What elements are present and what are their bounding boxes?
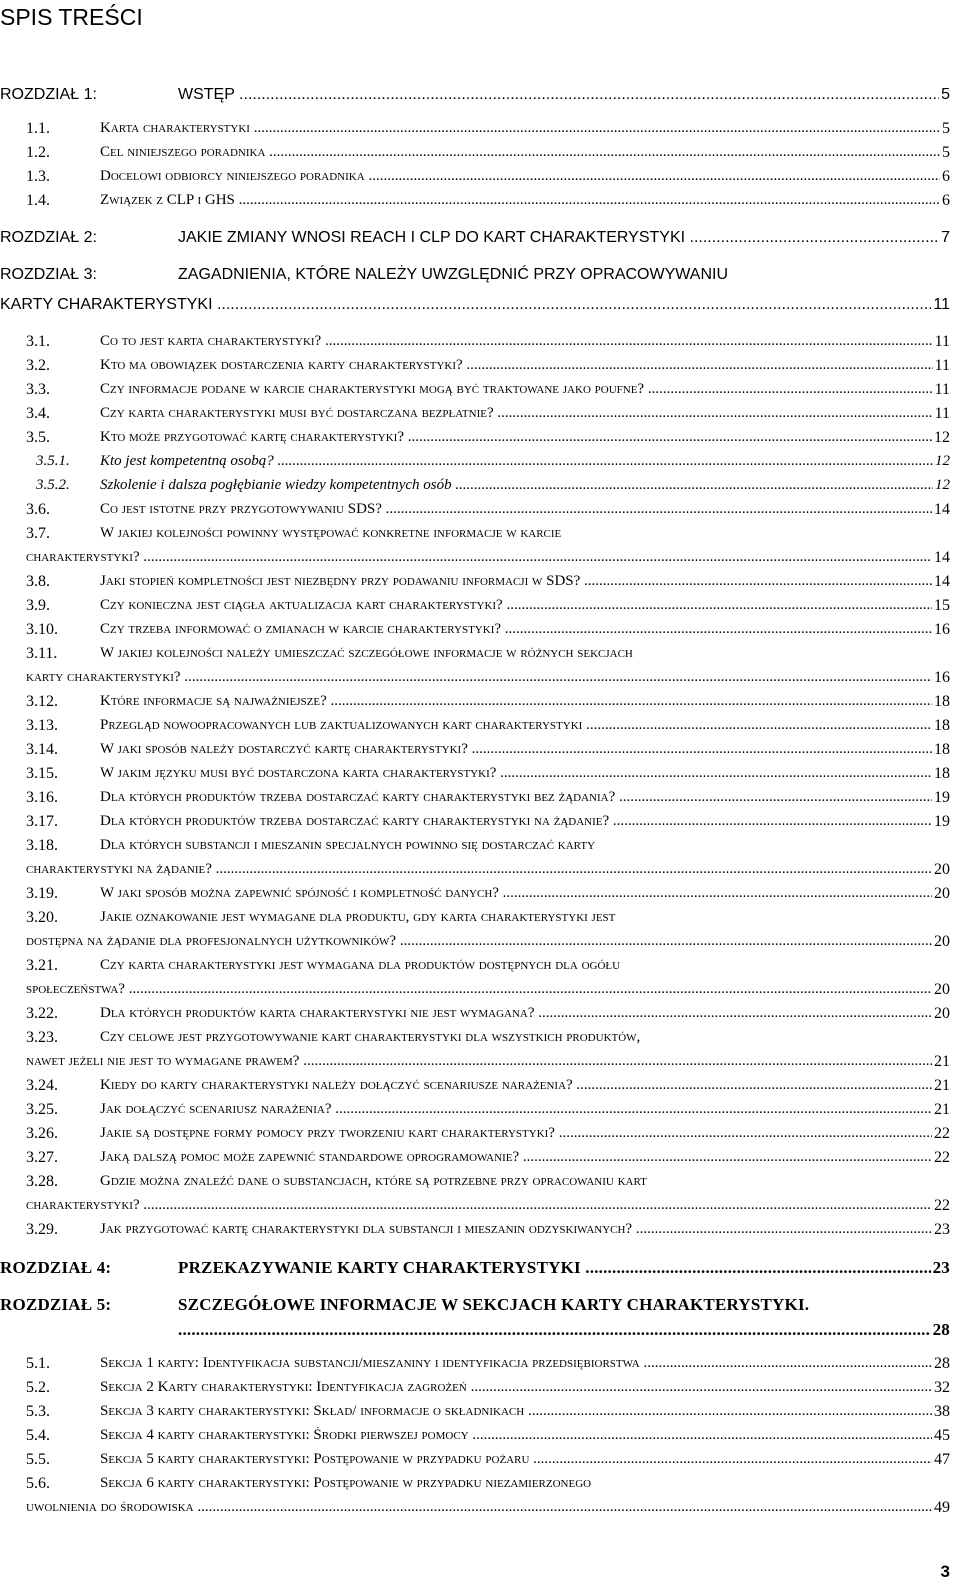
- toc-entry-title: Kiedy do karty charakterystyki należy dołączyć scenariusze narażenia? .....: [100, 1077, 950, 1094]
- page-number: 3: [940, 1562, 950, 1581]
- toc-entry-title: Sekcja 6 karty charakterystyki: Postępowanie w przypadku niezamierzonego: [100, 1475, 592, 1491]
- toc-entry-number: 3.8.: [26, 573, 50, 590]
- toc-entry-title: SZCZEGÓŁOWE INFORMACJE W SEKCJACH KARTY CHARAKTERYSTYKI.: [178, 1295, 810, 1314]
- toc-entry-number: 5.6.: [26, 1475, 50, 1492]
- toc-entry-page: 7: [941, 229, 950, 246]
- toc-entry-title-continued: społeczeństwa? .....: [26, 981, 950, 998]
- toc-entry-page: 20: [934, 1005, 950, 1022]
- toc-entry-number: 3.25.: [26, 1101, 58, 1118]
- toc-entry-title: Dla których produktów trzeba dostarczać karty charakterystyki bez żądania? .....: [100, 789, 950, 806]
- toc-entry-title: W jakim języku musi być dostarczona karta charakterystyki? .....: [100, 765, 950, 782]
- toc-entry-title: Co jest istotne przy przygotowywaniu SDS? .....: [100, 501, 950, 518]
- toc-entry-page: 22: [934, 1197, 950, 1214]
- toc-entry-page: 16: [934, 669, 950, 686]
- toc-entry-page: 23: [934, 1221, 950, 1238]
- toc-entry-page: 12: [935, 453, 950, 469]
- toc-entry-number: 3.22.: [26, 1005, 58, 1022]
- toc-entry-title: W jaki sposób należy dostarczyć kartę charakterystyki? .....: [100, 741, 950, 758]
- toc-entry-page: 6: [942, 168, 950, 185]
- toc-entry-page: 12: [935, 477, 950, 493]
- toc-entry-title: Sekcja 5 karty charakterystyki: Postępowanie w przypadku pożaru .....: [100, 1451, 950, 1468]
- toc-entry-title: Sekcja 1 karty: Identyfikacja substancji/mieszaniny i identyfikacja przedsiębiorstwa .....: [100, 1355, 950, 1372]
- toc-entry-page: 47: [934, 1451, 950, 1468]
- toc-entry-number: 3.7.: [26, 525, 50, 542]
- toc-entry-title: Jakie są dostępne formy pomocy przy tworzeniu kart charakterystyki? .....: [100, 1125, 950, 1142]
- toc-entry-page: 18: [934, 741, 950, 758]
- toc-entry-title: Dla których substancji i mieszanin specjalnych powinno się dostarczać karty: [100, 837, 596, 853]
- toc-entry-title: Sekcja 3 karty charakterystyki: Skład/ informacje o składnikach .....: [100, 1403, 950, 1420]
- toc-entry-number: 5.3.: [26, 1403, 50, 1420]
- toc-entry-number: 5.5.: [26, 1451, 50, 1468]
- toc-entry-page: 32: [934, 1379, 950, 1396]
- toc-entry-page: 5: [941, 86, 950, 103]
- toc-entry-title: Jak dołączyć scenariusz narażenia? .....: [100, 1101, 950, 1118]
- toc-entry-number: 5.2.: [26, 1379, 50, 1396]
- toc-entry-title: Szkolenie i dalsza pogłębianie wiedzy kompetentnych osób .....: [100, 477, 950, 494]
- toc-entry-page: 21: [934, 1101, 950, 1118]
- toc-entry-title: Dla których produktów trzeba dostarczać karty charakterystyki na żądanie? .....: [100, 813, 950, 830]
- toc-entry-number: 5.1.: [26, 1355, 50, 1372]
- toc-entry-title: WSTĘP .....: [178, 86, 950, 104]
- toc-entry-page: 11: [934, 405, 950, 422]
- toc-entry-page: 38: [934, 1403, 950, 1420]
- toc-entry-title: W jakiej kolejności należy umieszczać szczegółowe informacje w różnych sekcjach: [100, 645, 633, 661]
- toc-title: SPIS TREŚCI: [0, 4, 143, 30]
- toc-entry-title: Co to jest karta charakterystyki? .....: [100, 333, 950, 350]
- toc-entry-number: 3.1.: [26, 333, 50, 350]
- toc-entry-page: 49: [934, 1499, 950, 1516]
- toc-entry-number: 3.21.: [26, 957, 58, 974]
- toc-entry-number: ROZDZIAŁ 2:: [0, 229, 97, 246]
- toc-entry-page: 16: [934, 621, 950, 638]
- toc-entry-page: 28: [934, 1355, 950, 1372]
- toc-entry-number: 1.1.: [26, 120, 50, 137]
- toc-entry-title-continued: uwolnienia do środowiska .....: [26, 1499, 950, 1516]
- toc-entry-page: 18: [934, 765, 950, 782]
- toc-entry-number: 3.5.: [26, 429, 50, 446]
- toc-entry-title: Czy informacje podane w karcie charakterystyki mogą być traktowane jako poufne? .....: [100, 381, 950, 398]
- toc-entry-title: Sekcja 4 karty charakterystyki: Środki pierwszej pomocy .....: [100, 1427, 950, 1444]
- toc-entry-title: Czy karta charakterystyki musi być dostarczana bezpłatnie? .....: [100, 405, 950, 422]
- toc-entry-title: Przegląd nowoopracowanych lub zaktualizowanych kart charakterystyki .....: [100, 717, 950, 734]
- toc-entry-title: Czy trzeba informować o zmianach w karcie charakterystyki? .....: [100, 621, 950, 638]
- toc-entry-number: 3.3.: [26, 381, 50, 398]
- toc-entry-number: 3.4.: [26, 405, 50, 422]
- toc-entry-title: Sekcja 2 Karty charakterystyki: Identyfikacja zagrożeń .....: [100, 1379, 950, 1396]
- toc-entry-page: 21: [934, 1077, 950, 1094]
- toc-entry-title: Związek z CLP i GHS .....: [100, 192, 950, 209]
- toc-entry-page: 18: [934, 693, 950, 710]
- toc-entry-page: 5: [942, 144, 950, 161]
- toc-entry-title: Cel niniejszego poradnika .....: [100, 144, 950, 161]
- toc-entry-number: 3.20.: [26, 909, 58, 926]
- toc-entry-title: Czy karta charakterystyki jest wymagana dla produktów dostępnych dla ogółu: [100, 957, 621, 973]
- toc-entry-page: 18: [934, 717, 950, 734]
- toc-entry-number: 3.24.: [26, 1077, 58, 1094]
- toc-entry-page: 19: [934, 813, 950, 830]
- toc-entry-title: Jak przygotować kartę charakterystyki dla substancji i mieszanin odzyskiwanych? .....: [100, 1221, 950, 1238]
- toc-entry-page: 5: [942, 120, 950, 137]
- toc-entry-page: 20: [934, 885, 950, 902]
- toc-entry-title: Kto ma obowiązek dostarczenia karty charakterystyki? .....: [100, 357, 950, 374]
- toc-entry-number: 3.29.: [26, 1221, 58, 1238]
- toc-entry-page: 28: [932, 1320, 950, 1339]
- toc-entry-number: 3.14.: [26, 741, 58, 758]
- toc-entry-page: 6: [942, 192, 950, 209]
- toc-entry-number: 3.19.: [26, 885, 58, 902]
- toc-entry-number: 3.9.: [26, 597, 50, 614]
- toc-entry-number: 3.18.: [26, 837, 58, 854]
- toc-entry-number: 3.26.: [26, 1125, 58, 1142]
- toc-entry-title: W jakiej kolejności powinny występować konkretne informacje w karcie: [100, 525, 562, 541]
- toc-entry-title: JAKIE ZMIANY WNOSI REACH I CLP DO KART CHARAKTERYSTYKI .....: [178, 229, 950, 247]
- toc-entry-title: Karta charakterystyki .....: [100, 120, 950, 137]
- toc-entry-number: 3.11.: [26, 645, 58, 662]
- toc-entry-title-continued: karty charakterystyki? .....: [26, 669, 950, 686]
- toc-entry-page: 21: [934, 1053, 950, 1070]
- toc-entry-title-continued: KARTY CHARAKTERYSTYKI .....: [0, 296, 950, 314]
- toc-entry-number: 3.2.: [26, 357, 50, 374]
- toc-entry-number: 3.6.: [26, 501, 50, 518]
- toc-entry-page: 45: [934, 1427, 950, 1444]
- toc-entry-title: Czy konieczna jest ciągła aktualizacja kart charakterystyki? .....: [100, 597, 950, 614]
- toc-entry-page: 20: [934, 861, 950, 878]
- toc-entry-title-continued: dostępna na żądanie dla profesjonalnych użytkowników? .....: [26, 933, 950, 950]
- toc-entry-page: 11: [934, 357, 950, 374]
- toc-entry-title-continued: charakterystyki na żądanie? .....: [26, 861, 950, 878]
- toc-entry-title: Jakie oznakowanie jest wymagane dla produktu, gdy karta charakterystyki jest: [100, 909, 616, 925]
- toc-entry-page: 14: [934, 549, 950, 566]
- toc-entry-number: 3.5.1.: [36, 453, 70, 469]
- toc-entry-page: 11: [934, 381, 950, 398]
- toc-entry-number: 1.3.: [26, 168, 50, 185]
- toc-entry-number: 1.4.: [26, 192, 50, 209]
- toc-entry-title-continued: [178, 1320, 950, 1340]
- toc-entry-number: 3.15.: [26, 765, 58, 782]
- toc-entry-title: Docelowi odbiorcy niniejszego poradnika .....: [100, 168, 950, 185]
- toc-entry-number: ROZDZIAŁ 5:: [0, 1295, 112, 1314]
- toc-entry-title: Jaki stopień kompletności jest niezbędny przy podawaniu informacji w SDS? .....: [100, 573, 950, 590]
- toc-entry-title-continued: charakterystyki? .....: [26, 549, 950, 566]
- toc-entry-page: 20: [934, 933, 950, 950]
- toc-entry-number: 3.27.: [26, 1149, 58, 1166]
- toc-entry-number: 3.5.2.: [36, 477, 70, 493]
- toc-entry-title: Jaką dalszą pomoc może zapewnić standardowe oprogramowanie? .....: [100, 1149, 950, 1166]
- toc-entry-title-continued: nawet jeżeli nie jest to wymagane prawem? .....: [26, 1053, 950, 1070]
- toc-entry-page: 11: [934, 333, 950, 350]
- toc-entry-number: 3.17.: [26, 813, 58, 830]
- toc-entry-page: 22: [934, 1149, 950, 1166]
- toc-entry-title: ZAGADNIENIA, KTÓRE NALEŻY UWZGLĘDNIĆ PRZY OPRACOWYWANIU: [178, 266, 728, 283]
- toc-entry-number: ROZDZIAŁ 1:: [0, 86, 97, 103]
- toc-entry-title: Gdzie można znaleźć dane o substancjach, które są potrzebne przy opracowaniu kart: [100, 1173, 647, 1189]
- toc-entry-number: 3.12.: [26, 693, 58, 710]
- toc-entry-number: 3.28.: [26, 1173, 58, 1190]
- toc-entry-number: 3.10.: [26, 621, 58, 638]
- toc-entry-page: 12: [934, 429, 950, 446]
- toc-entry-number: 5.4.: [26, 1427, 50, 1444]
- toc-entry-page: 22: [934, 1125, 950, 1142]
- toc-entry-number: 3.13.: [26, 717, 58, 734]
- toc-entry-number: ROZDZIAŁ 3:: [0, 266, 97, 283]
- toc-entry-page: 20: [934, 981, 950, 998]
- toc-entry-title: Kto jest kompetentną osobą? .....: [100, 453, 950, 470]
- toc-entry-title-continued: charakterystyki? .....: [26, 1197, 950, 1214]
- toc-entry-title: Czy celowe jest przygotowywanie kart charakterystyki dla wszystkich produktów,: [100, 1029, 641, 1045]
- toc-entry-page: 11: [933, 296, 950, 313]
- toc-entry-title: Dla których produktów karta charakterystyki nie jest wymagana? .....: [100, 1005, 950, 1022]
- toc-entry-title: Kto może przygotować kartę charakterystyki? .....: [100, 429, 950, 446]
- toc-entry-page: 14: [934, 573, 950, 590]
- toc-entry-title: PRZEKAZYWANIE KARTY CHARAKTERYSTYKI .....: [178, 1258, 950, 1278]
- toc-entry-number: 1.2.: [26, 144, 50, 161]
- toc-entry-page: 14: [934, 501, 950, 518]
- toc-entry-number: 3.23.: [26, 1029, 58, 1046]
- toc-entry-page: 23: [932, 1258, 950, 1277]
- toc-entry-page: 15: [934, 597, 950, 614]
- toc-entry-page: 19: [934, 789, 950, 806]
- toc-entry-number: 3.16.: [26, 789, 58, 806]
- toc-entry-title: Które informacje są najważniejsze? .....: [100, 693, 950, 710]
- toc-entry-number: ROZDZIAŁ 4:: [0, 1258, 112, 1277]
- toc-entry-title: W jaki sposób można zapewnić spójność i kompletność danych? .....: [100, 885, 950, 902]
